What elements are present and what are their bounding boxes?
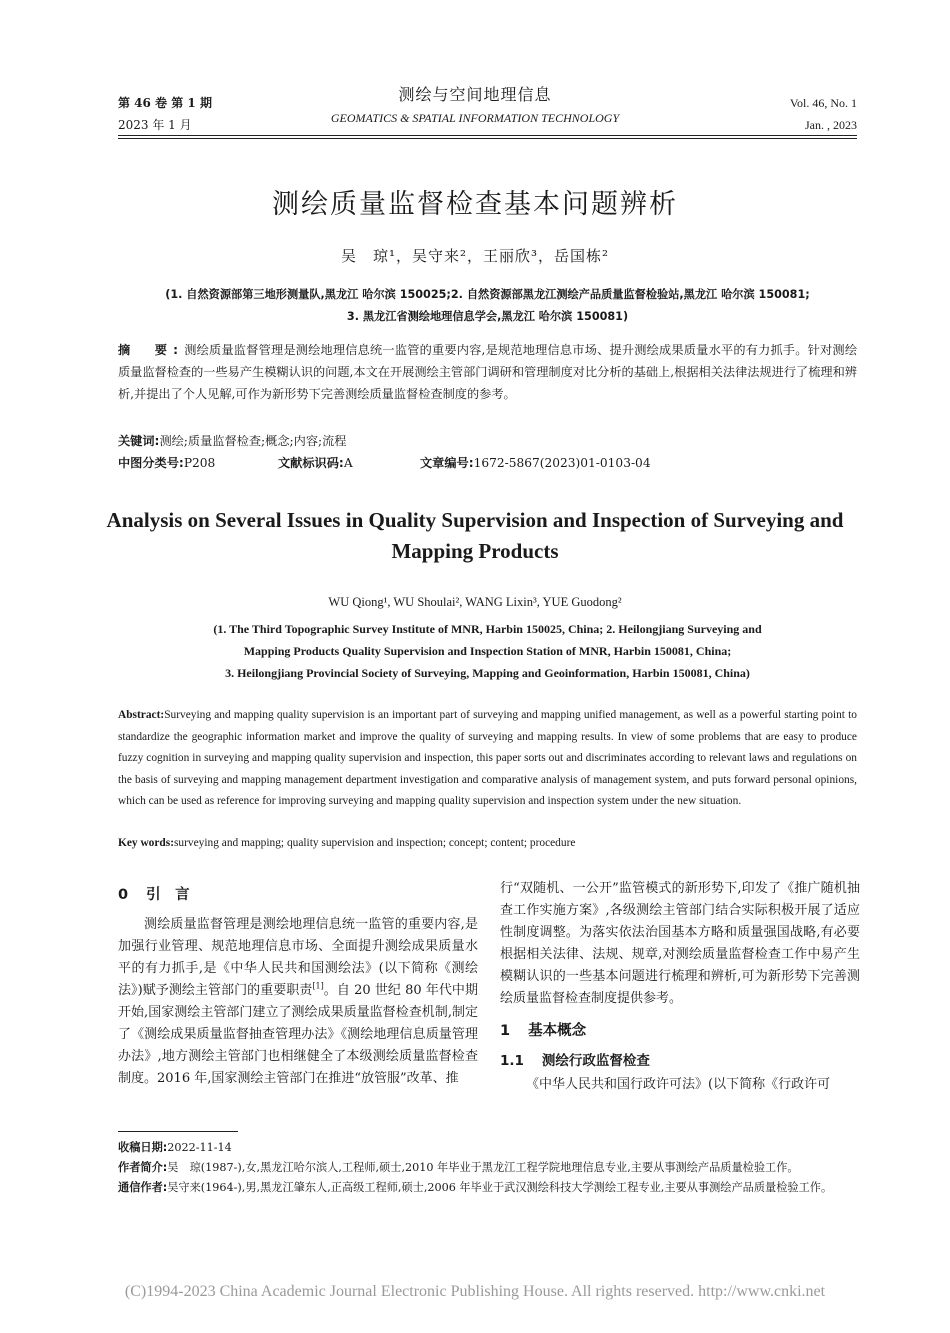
subsection-number: 1.1 xyxy=(500,1053,524,1069)
header-rule-thick xyxy=(118,135,857,136)
keywords-cn-text: 测绘;质量监督检查;概念;内容;流程 xyxy=(159,434,347,448)
paragraph-text: 《中华人民共和国行政许可法》(以下简称《行政许可 xyxy=(526,1077,831,1092)
header-volume-en-block xyxy=(790,92,857,136)
section-heading xyxy=(118,884,478,906)
section-number: 0 xyxy=(118,887,129,903)
footnote-author-bio xyxy=(118,1158,857,1178)
authors-en: WU Qiong¹, WU Shoulai², WANG Lixin³, YUE Guodong² xyxy=(328,595,622,609)
footnote-received xyxy=(118,1138,857,1158)
keywords-en xyxy=(118,833,857,855)
journal-title-block xyxy=(300,82,650,128)
affiliation-en-line: 3. Heilongjiang Provincial Society of Surveying, Mapping and Geoinformation, Harbin 150081, China) xyxy=(225,666,750,680)
doc-label: 文献标识码: xyxy=(278,456,344,470)
header-rule-thin xyxy=(118,138,857,139)
keywords-en-label: Key words: xyxy=(118,837,174,849)
header-volume-block xyxy=(118,92,212,136)
footnote-text: 吴 琼(1987-),女,黑龙江哈尔滨人,工程师,硕士,2010 年毕业于黑龙江工程学院地理信息专业,主要从事测绘产品质量检验工作。 xyxy=(167,1161,799,1174)
copyright-watermark: (C)1994-2023 China Academic Journal Electronic Publishing House. All rights reserved. http://www.cnki.net xyxy=(124,1283,826,1300)
abstract-en-text: Surveying and mapping quality supervision is an important part of surveying and mapping unified management, as well as a powerful starting point to standardize the geographic information market and improve the quality of surveying and mapping results. In view of some problems that are easy to produce fuzzy cognition in surveying and mapping quality supervision and inspection, this paper sorts out and discriminates according to relevant laws and regulations on the basis of surveying and mapping management department investigation and comparative analysis of management system, and puts forward personal opinions, which can be used as reference for improving surveying and mapping quality supervision and inspection system under the new situation. xyxy=(118,709,857,807)
affiliations-en xyxy=(118,618,857,684)
subsection-heading xyxy=(500,1050,860,1072)
section-title: 基本概念 xyxy=(528,1023,587,1039)
body-column-right xyxy=(500,878,860,1096)
header-date-en: Jan. , 2023 xyxy=(805,118,857,132)
abstract-en-label: Abstract: xyxy=(118,709,165,721)
clc-number xyxy=(118,452,215,474)
paragraph-text: 测绘质量监督管理是测绘地理信息统一监管的重要内容,是加强行业管理、规范地理信息市场、全面提升测绘成果质量水平的有力抓手,是《中华人民共和国测绘法》(以下简称《测绘法》)赋予测绘主管部门的重要职责 xyxy=(118,917,478,998)
citation-ref[interactable]: [1] xyxy=(312,981,324,991)
header-volume-en: Vol. 46, No. 1 xyxy=(789,96,857,110)
footnote-rule xyxy=(118,1131,238,1132)
article-label: 文章编号: xyxy=(420,456,474,470)
article-number xyxy=(420,452,651,474)
header-date-cn: 2023 年 1 月 xyxy=(118,118,192,132)
affiliation-cn-line: (1. 自然资源部第三地形测量队,黑龙江 哈尔滨 150025;2. 自然资源部黑龙江测绘产品质量监督检验站,黑龙江 哈尔滨 150081; xyxy=(165,288,810,301)
footnote-label: 作者简介: xyxy=(118,1161,168,1174)
doc-code xyxy=(278,452,353,474)
affiliation-en-line: (1. The Third Topographic Survey Institute of MNR, Harbin 150025, China; 2. Heilongjiang Surveying and xyxy=(213,622,762,636)
clc-value: P208 xyxy=(183,456,216,470)
header-volume-cn: 第 46 卷 第 1 期 xyxy=(118,96,212,110)
paper-title-en: Analysis on Several Issues in Quality Supervision and Inspection of Surveying and Mapping Products xyxy=(106,508,844,563)
authors-cn: 吴 琼¹，吴守来²，王丽欣³，岳国栋² xyxy=(340,247,610,265)
affiliation-en-line: Mapping Products Quality Supervision and Inspection Station of MNR, Harbin 150081, China; xyxy=(243,644,732,658)
abstract-cn xyxy=(118,339,857,405)
footnote-corresponding-author xyxy=(118,1178,857,1198)
clc-label: 中图分类号: xyxy=(118,456,184,470)
footnotes xyxy=(118,1138,857,1198)
journal-title-en: GEOMATICS & SPATIAL INFORMATION TECHNOLOGY xyxy=(330,111,620,125)
keywords-cn xyxy=(118,430,857,452)
body-column-left xyxy=(118,878,478,1090)
affiliations-cn xyxy=(118,284,857,328)
abstract-cn-text: 测绘质量监督管理是测绘地理信息统一监管的重要内容,是规范地理信息市场、提升测绘成果质量水平的有力抓手。针对测绘质量监督检查的一些易产生模糊认识的问题,本文在开展测绘主管部门调研和管理制度对比分析的基础上,根据相关法律法规进行了梳理和辨析,并提出了个人见解,可作为新形势下完善测绘质量监督检查制度的参考。 xyxy=(118,343,858,401)
section-title: 引 言 xyxy=(146,887,190,903)
footnote-text: 吴守来(1964-),男,黑龙江肇东人,正高级工程师,硕士,2006 年毕业于武汉测绘科技大学测绘工程专业,主要从事测绘产品质量检验工作。 xyxy=(167,1181,833,1194)
footnote-label: 收稿日期: xyxy=(118,1141,168,1154)
affiliation-cn-line: 3. 黑龙江省测绘地理信息学会,黑龙江 哈尔滨 150081) xyxy=(346,310,629,323)
footnote-text: 2022-11-14 xyxy=(167,1141,232,1154)
journal-title-cn: 测绘与空间地理信息 xyxy=(398,85,552,104)
doc-value: A xyxy=(343,456,353,470)
keywords-cn-label: 关键词: xyxy=(118,434,160,448)
paragraph-text: 。自 20 世纪 80 年代中期开始,国家测绘主管部门建立了测绘成果质量监督检查机制,制定了《测绘成果质量监督抽查管理办法》《测绘地理信息质量管理办法》,地方测绘主管部门也相继健全了本级测绘质量监督检查制度。2016 年,国家测绘主管部门在推进“放管服”改革、推 xyxy=(118,983,478,1086)
paper-title-cn: 测绘质量监督检查基本问题辨析 xyxy=(272,189,678,220)
paragraph-text: 行“双随机、一公开”监管模式的新形势下,印发了《推广随机抽查工作实施方案》,各级测绘主管部门结合实际积极开展了适应性制度调整。为落实依法治国基本方略和质量强国战略,有必要根据相关法律、法规、规章,对测绘质量监督检查工作中易产生模糊认识的一些基本问题进行梳理和辨析,可为新形势下完善测绘质量监督检查制度提供参考。 xyxy=(500,881,860,1006)
abstract-cn-label: 摘 要: xyxy=(118,343,185,357)
subsection-title: 测绘行政监督检查 xyxy=(541,1053,650,1069)
footnote-label: 通信作者: xyxy=(118,1181,168,1194)
section-number: 1 xyxy=(500,1023,511,1039)
keywords-en-text: surveying and mapping; quality supervision and inspection; concept; content; procedure xyxy=(174,837,576,849)
body-paragraph-continued xyxy=(500,878,860,1010)
article-value: 1672-5867(2023)01-0103-04 xyxy=(473,456,651,470)
section-heading xyxy=(500,1020,860,1042)
abstract-en xyxy=(118,705,857,813)
body-paragraph xyxy=(118,914,478,1090)
body-paragraph xyxy=(500,1074,860,1096)
